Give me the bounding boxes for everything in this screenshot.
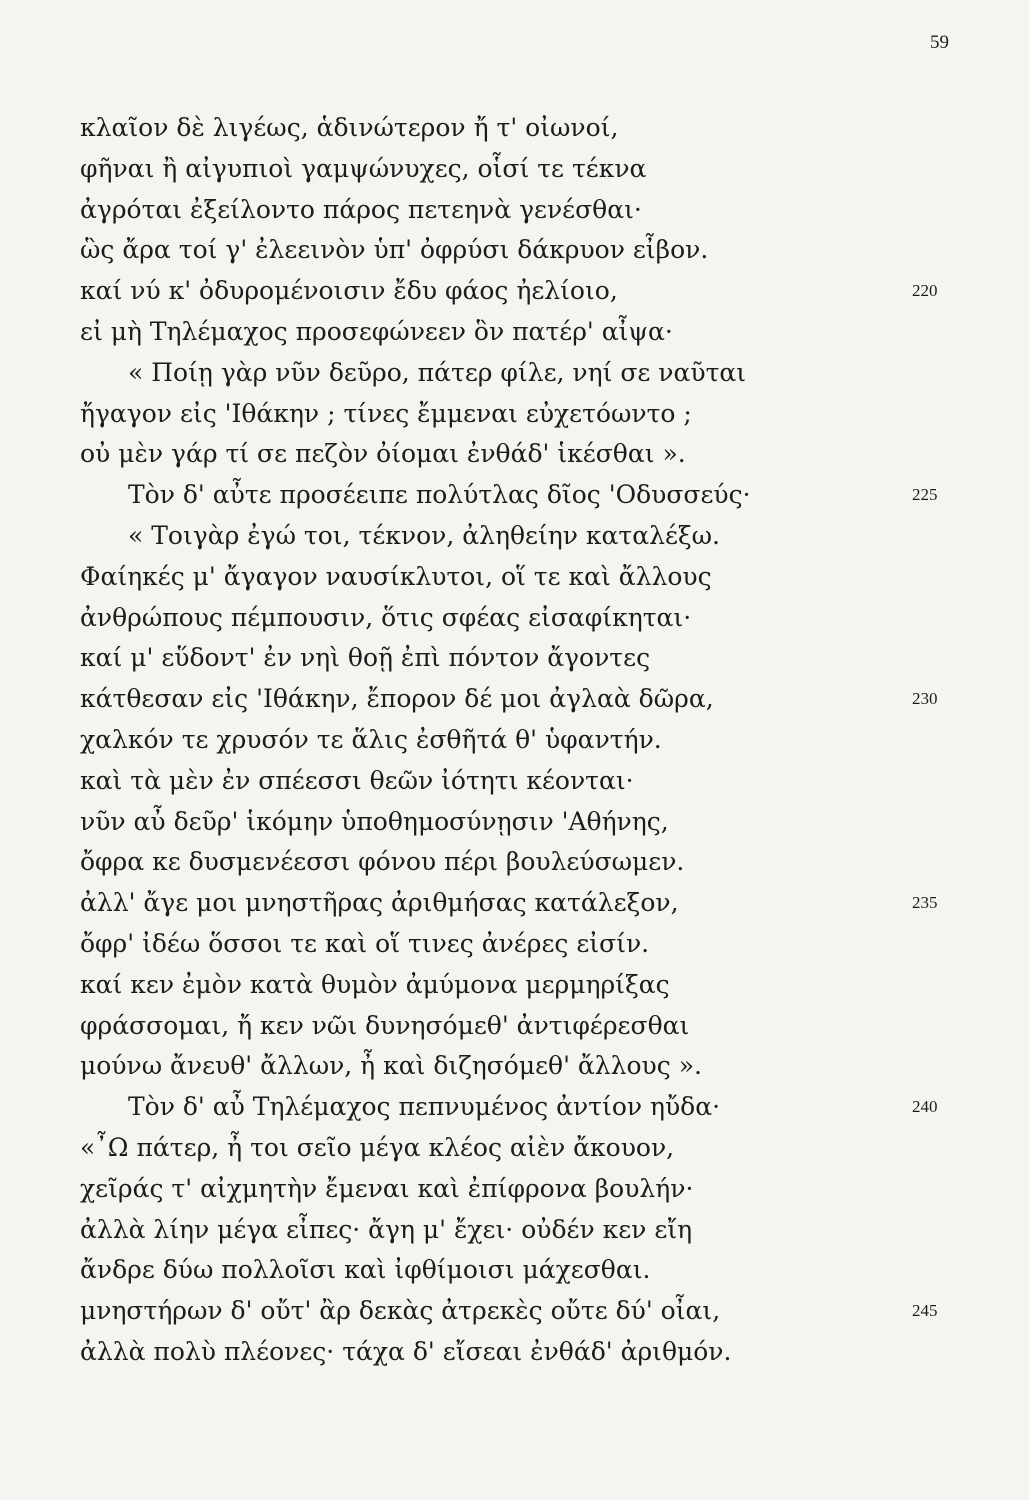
verse-line: καὶ τὰ μὲν ἐν σπέεσσι θεῶν ἰότητι κέονται·	[80, 765, 634, 795]
verse-line: μούνω ἄνευθ' ἄλλων, ἦ καὶ διζησόμεθ' ἄλλους ».	[80, 1051, 702, 1081]
verse-line: Φαίηκές μ' ἄγαγον ναυσίκλυτοι, οἵ τε καὶ ἄλλους	[80, 561, 712, 591]
line-number: 225	[912, 485, 938, 505]
line-number: 245	[912, 1301, 938, 1321]
verse-line: φῆναι ἢ αἰγυπιοὶ γαμψώνυχες, οἷσί τε τέκνα	[80, 153, 647, 183]
verse-line: φράσσομαι, ἤ κεν νῶι δυνησόμεθ' ἀντιφέρεσθαι	[80, 1010, 690, 1040]
verse-line: ἄνδρε δύω πολλοῖσι καὶ ἰφθίμοισι μάχεσθαι.	[80, 1255, 651, 1285]
verse-line: καί νύ κ' ὀδυρομένοισιν ἔδυ φάος ἠελίοιο,	[80, 276, 618, 306]
verse-line: «῏Ω πάτερ, ἦ τοι σεῖο μέγα κλέος αἰὲν ἄκουον,	[80, 1132, 675, 1162]
poem-text	[80, 108, 938, 1373]
verse-line: « Τοιγὰρ ἐγώ τοι, τέκνον, ἀληθείην καταλέξω.	[128, 520, 721, 550]
verse-line: καί κεν ἐμὸν κατὰ θυμὸν ἀμύμονα μερμηρίξας	[80, 969, 670, 999]
verse-line: οὐ μὲν γάρ τί σε πεζὸν ὀίομαι ἐνθάδ' ἱκέσθαι ».	[80, 439, 686, 469]
verse-line: χεῖράς τ' αἰχμητὴν ἔμεναι καὶ ἐπίφρονα βουλήν·	[80, 1173, 694, 1203]
verse-line: ὣς ἄρα τοί γ' ἐλεεινὸν ὑπ' ὀφρύσι δάκρυον εἶβον.	[80, 235, 709, 265]
line-number: 220	[912, 281, 938, 301]
verse-line: καί μ' εὕδοντ' ἐν νηὶ θοῇ ἐπὶ πόντον ἄγοντες	[80, 643, 651, 673]
verse-line: Τὸν δ' αὖ Τηλέμαχος πεπνυμένος ἀντίον ηὔδα·	[128, 1092, 721, 1122]
verse-line: εἰ μὴ Τηλέμαχος προσεφώνεεν ὃν πατέρ' αἶψα·	[80, 316, 673, 346]
verse-line: ἀγρόται ἐξείλοντο πάρος πετεηνὰ γενέσθαι·	[80, 194, 642, 224]
verse-line: Τὸν δ' αὖτε προσέειπε πολύτλας δῖος 'Οδυσσεύς·	[128, 480, 751, 510]
verse-line: ἀλλ' ἄγε μοι μνηστῆρας ἀριθμήσας κατάλεξον,	[80, 888, 679, 918]
verse-line: κάτθεσαν εἰς 'Ιθάκην, ἔπορον δέ μοι ἀγλαὰ δῶρα,	[80, 684, 714, 714]
verse-line: ἤγαγον εἰς 'Ιθάκην ; τίνες ἔμμεναι εὐχετόωντο ;	[80, 398, 692, 428]
verse-line: κλαῖον δὲ λιγέως, ἁδινώτερον ἤ τ' οἰωνοί,	[80, 113, 619, 142]
verse-line: ὄφρ' ἰδέω ὅσσοι τε καὶ οἵ τινες ἀνέρες εἰσίν.	[80, 928, 650, 958]
line-number: 230	[912, 689, 938, 709]
verse-line: μνηστήρων δ' οὔτ' ἂρ δεκὰς ἀτρεκὲς οὔτε δύ' οἶαι,	[80, 1296, 721, 1326]
verse-line: χαλκόν τε χρυσόν τε ἅλις ἐσθῆτά θ' ὑφαντήν.	[80, 724, 662, 754]
verse-line: ὄφρα κε δυσμενέεσσι φόνου πέρι βουλεύσωμεν.	[80, 847, 685, 877]
verse-line: ἀλλὰ πολὺ πλέονες· τάχα δ' εἴσεαι ἐνθάδ' ἀριθμόν.	[80, 1336, 732, 1366]
line-number: 240	[912, 1097, 938, 1117]
verse-line: « Ποίῃ γὰρ νῦν δεῦρο, πάτερ φίλε, νηί σε ναῦται	[128, 357, 747, 387]
page-number: 59	[930, 32, 949, 53]
verse-line: ἀλλὰ λίην μέγα εἶπες· ἄγη μ' ἔχει· οὐδέν κεν εἴη	[80, 1214, 693, 1244]
verse-line: ἀνθρώπους πέμπουσιν, ὅτις σφέας εἰσαφίκηται·	[80, 602, 692, 632]
line-number: 235	[912, 893, 938, 913]
verse-line: νῦν αὖ δεῦρ' ἱκόμην ὑποθημοσύνῃσιν 'Αθήνης,	[80, 806, 669, 836]
